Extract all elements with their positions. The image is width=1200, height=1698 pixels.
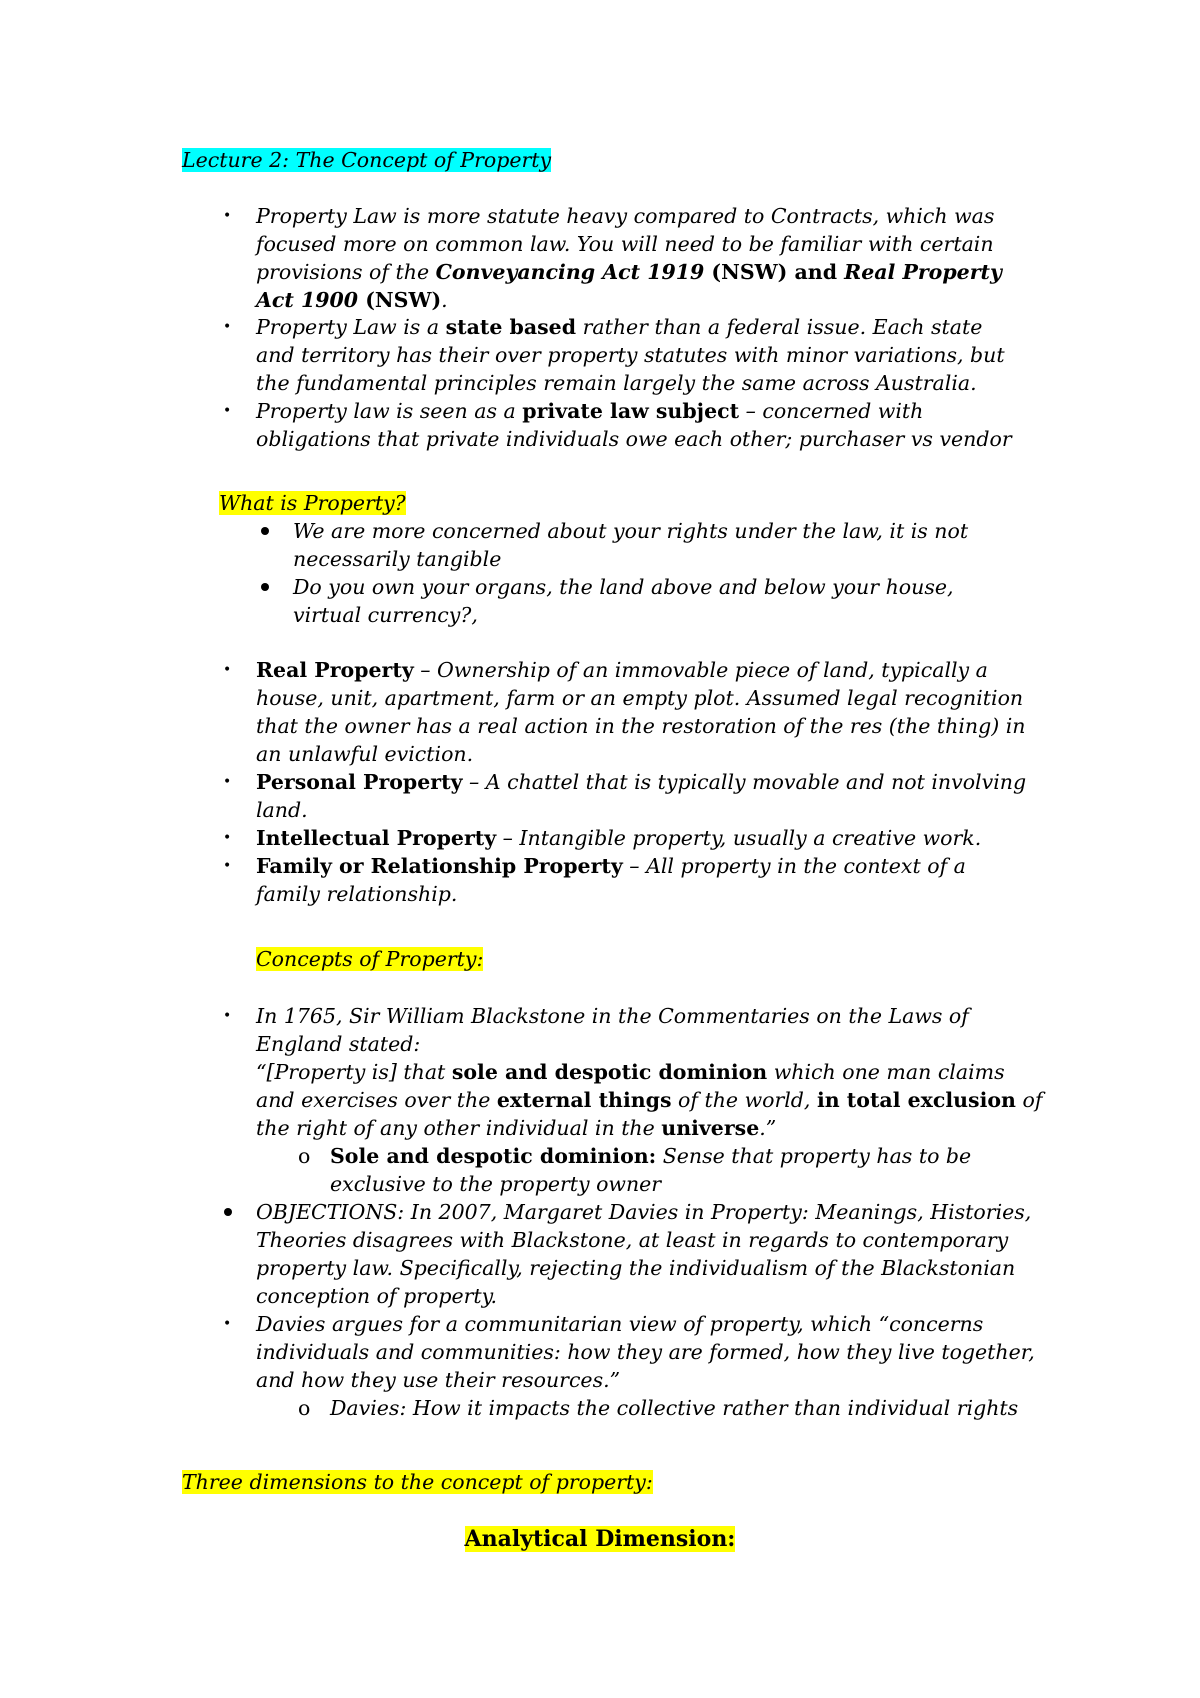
property-type-item [223, 656, 1036, 768]
text-run: state based [445, 315, 577, 339]
bullet-icon [261, 583, 269, 591]
sub-bullet-icon: o [298, 1144, 311, 1168]
text-run: external things [496, 1088, 672, 1112]
bullet-icon: • [223, 208, 232, 224]
text-run: – All property in the context of a family relationship. [256, 854, 966, 906]
bullet-icon: • [223, 662, 232, 678]
bullet-icon [261, 527, 269, 535]
what-is-property-heading: What is Property? [219, 491, 406, 515]
text-run: Family or Relationship Property [256, 854, 623, 878]
text-run: Davies argues for a communitarian view of property, which “concerns individuals and communities: how they are formed, how they live together, and how they use their resources.” [256, 1312, 1035, 1392]
text-run: universe [661, 1116, 760, 1140]
bullet-icon: • [223, 1008, 232, 1024]
text-run: OBJECTIONS: In 2007, Margaret Davies in Property: Meanings, Histories, Theories disagrees with Blackstone, at least in regards to contemporary property law. Specifically, rejecting the individualism of the Blackstonian conception of property. [256, 1200, 1032, 1308]
text-run: Property Law is a [256, 315, 446, 339]
text-run: Property Law is more statute heavy compared to Contracts, which was focused more on common law. You will need to be familiar with certain provisions of the [256, 204, 995, 284]
bullet-icon: • [223, 830, 232, 846]
bullet-icon: • [223, 1316, 232, 1332]
property-type-item [223, 768, 1036, 824]
davies-item [223, 1310, 1036, 1394]
text-run: rather than a federal issue. Each state and territory has their over property statutes with minor variations, but the fundamental principles remain largely the same across Australia. [256, 315, 1005, 395]
intro-bullet-item [223, 313, 1026, 397]
intro-bullet-item [223, 397, 1026, 453]
bullet-icon: • [223, 319, 232, 335]
blackstone-quote [256, 1058, 1046, 1142]
text-run: Intellectual Property [256, 826, 497, 850]
text-run: – Ownership of an immovable piece of land, typically a house, unit, apartment, farm or an empty plot. Assumed legal recognition that the owner has a real action in the restoration of the res (the thing) in an unlawful eviction. [256, 658, 1026, 766]
property-type-item [223, 852, 1036, 908]
text-run: .” [759, 1116, 777, 1140]
text-run: Conveyancing Act 1919 [435, 260, 705, 284]
concepts-heading: Concepts of Property: [256, 947, 484, 971]
text-run: Sole and despotic dominion: [330, 1144, 657, 1168]
text-run: which one man claims and exercises over the [256, 1060, 1005, 1112]
property-type-item [223, 824, 1036, 852]
text-run: In 1765, Sir William Blackstone in the Commentaries on the Laws of England stated: [256, 1004, 969, 1056]
objections-item [256, 1198, 1036, 1310]
text-run: Sense that property has to be exclusive to the property owner [330, 1144, 972, 1196]
text-run: Do you own your organs, the land above and below your house, virtual currency?, [293, 575, 954, 627]
blackstone-item [223, 1002, 1046, 1142]
text-run: in total exclusion [816, 1088, 1016, 1112]
intro-bullet-item [223, 202, 1026, 314]
bullet-icon: • [223, 403, 232, 419]
text-run: Personal Property [256, 770, 463, 794]
bullet-icon: • [223, 858, 232, 874]
text-run: – Intangible property, usually a creative work. [496, 826, 982, 850]
analytical-dimension-heading: Analytical Dimension: [464, 1526, 736, 1552]
text-run: – concerned with obligations that private individuals owe each other; purchaser vs vendor [256, 399, 1012, 451]
what-is-property-item [293, 517, 1023, 573]
three-dimensions-heading: Three dimensions to the concept of property: [182, 1470, 653, 1494]
what-is-property-item [293, 573, 1023, 629]
sub-bullet-icon: o [298, 1396, 311, 1420]
text-run: “[Property is] that [256, 1060, 452, 1084]
text-run: Real Property [256, 658, 414, 682]
text-run: Property law is seen as a [256, 399, 523, 423]
text-run: Real Property Act 1900 [256, 260, 1002, 312]
davies-sub-item [298, 1394, 1050, 1422]
text-run: (NSW) and [704, 260, 845, 284]
text-run: of the world, [671, 1088, 817, 1112]
text-run: – A chattel that is typically movable and not involving land. [256, 770, 1027, 822]
text-run: Davies: How it impacts the collective rather than individual rights [330, 1396, 1019, 1420]
blackstone-sub-item [298, 1142, 1030, 1198]
text-run: . [441, 288, 448, 312]
bullet-icon [224, 1208, 232, 1216]
text-run: of the right of any other individual in the [256, 1088, 1043, 1140]
text-run: private law subject [522, 399, 740, 423]
text-run: sole and despotic dominion [451, 1060, 768, 1084]
text-run: We are more concerned about your rights under the law, it is not necessarily tangible [293, 519, 969, 571]
lecture-title: Lecture 2: The Concept of Property [182, 148, 552, 172]
text-run: (NSW) [358, 288, 442, 312]
bullet-icon: • [223, 774, 232, 790]
